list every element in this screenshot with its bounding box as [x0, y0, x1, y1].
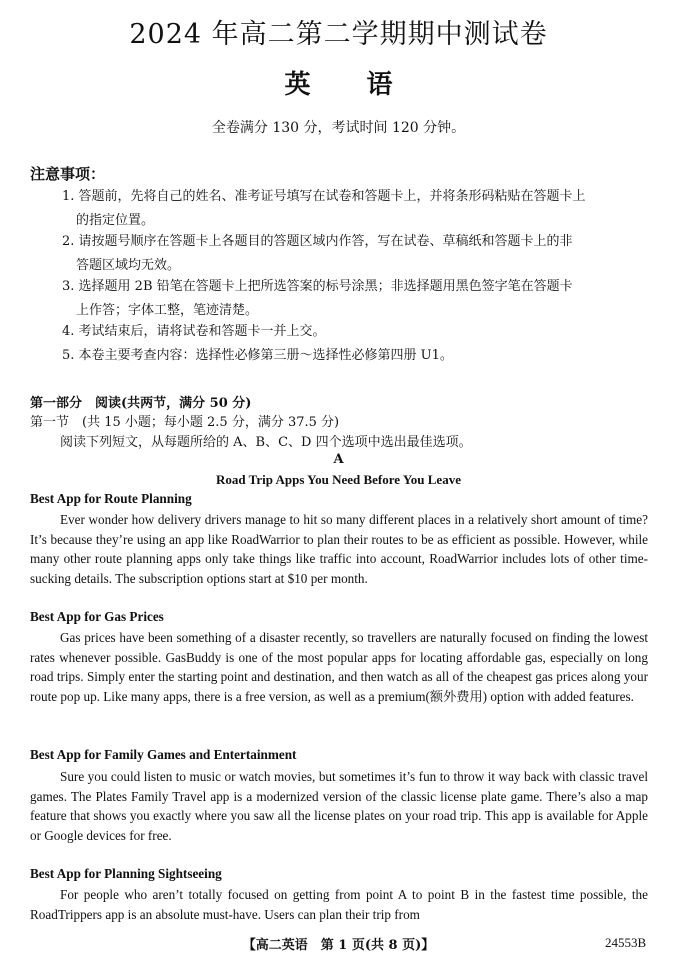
paper-code: 24553B: [605, 935, 647, 950]
passage-letter: A: [333, 452, 344, 467]
section-heading-route: Best App for Route Planning: [30, 491, 192, 506]
paragraph-sightseeing: For people who aren’t totally focused on getting from point A to point B in the fastest time possible, the RoadTrippers app is an absolute must-have. Users can plan their trip from: [30, 887, 648, 922]
paragraph-gas: Gas prices have been something of a disaster recently, so travellers are naturally focused on finding the lowest rates whenever possible. GasBuddy is one of the most popular apps for locating affordable gas, especially on long road trips. Simply enter the starting point and destination, and then watch as all of the cheapest gas prices along your route pop up. Like many apps, there is a free version, as well as a premium(额外费用) option with added features.: [30, 630, 648, 705]
exam-title: 2024 年高二第二学期期中测试卷: [129, 19, 548, 50]
page-footer: 【高二英语 第 1 页(共 8 页)】: [242, 938, 435, 953]
passage-title: Road Trip Apps You Need Before You Leave: [216, 472, 461, 487]
section-heading: 第一节 (共 15 小题；每小题 2.5 分，满分 37.5 分): [30, 415, 340, 430]
subject-title: 英 语: [284, 70, 393, 100]
score-time-line: 全卷满分 130 分，考试时间 120 分钟。: [211, 120, 466, 136]
notice-item: 5. 本卷主要考查内容：选择性必修第三册～选择性必修第四册 U1。: [62, 348, 453, 363]
notice-item: 1. 答题前，先将自己的姓名、准考证号填写在试卷和答题卡上，并将条形码粘贴在答题卡上 的指定位置。: [62, 189, 586, 228]
section-heading-sightseeing: Best App for Planning Sightseeing: [30, 866, 222, 881]
notice-heading: 注意事项：: [30, 165, 106, 183]
paragraph-games: Sure you could listen to music or watch movies, but sometimes it’s fun to throw it way back with classic travel games. The Plates Family Travel app is a modernized version of the classic license plate game. There’s also a map feature that shows you exactly where you saw all the license plates on your road trip. This app is available for Apple or Google devices for free.: [30, 769, 648, 844]
paragraph-route: Ever wonder how delivery drivers manage to hit so many different places in a relatively short amount of time? It’s because they’re using an app like RoadWarrior to plan their routes to be as efficient as possible. However, while many other route planning apps only take things like traffic into account, RoadWarrior includes lots of other time-sucking details. The subscription options start at $10 per month.: [30, 512, 648, 587]
section-heading-games: Best App for Family Games and Entertainment: [30, 747, 297, 762]
notice-item: 3. 选择题用 2B 铅笔在答题卡上把所选答案的标号涂黑；非选择题用黑色签字笔在答题卡 上作答；字体工整，笔迹清楚。: [62, 279, 573, 318]
notice-item: 4. 考试结束后，请将试卷和答题卡一并上交。: [62, 324, 326, 339]
notice-item: 2. 请按题号顺序在答题卡上各题目的答题区域内作答，写在试卷、草稿纸和答题卡上的非 答题区域均无效。: [62, 234, 573, 273]
section-heading-gas: Best App for Gas Prices: [30, 609, 164, 624]
instruction: 阅读下列短文，从每题所给的 A、B、C、D 四个选项中选出最佳选项。: [60, 435, 472, 450]
part-heading: 第一部分 阅读(共两节，满分 50 分): [30, 396, 252, 411]
